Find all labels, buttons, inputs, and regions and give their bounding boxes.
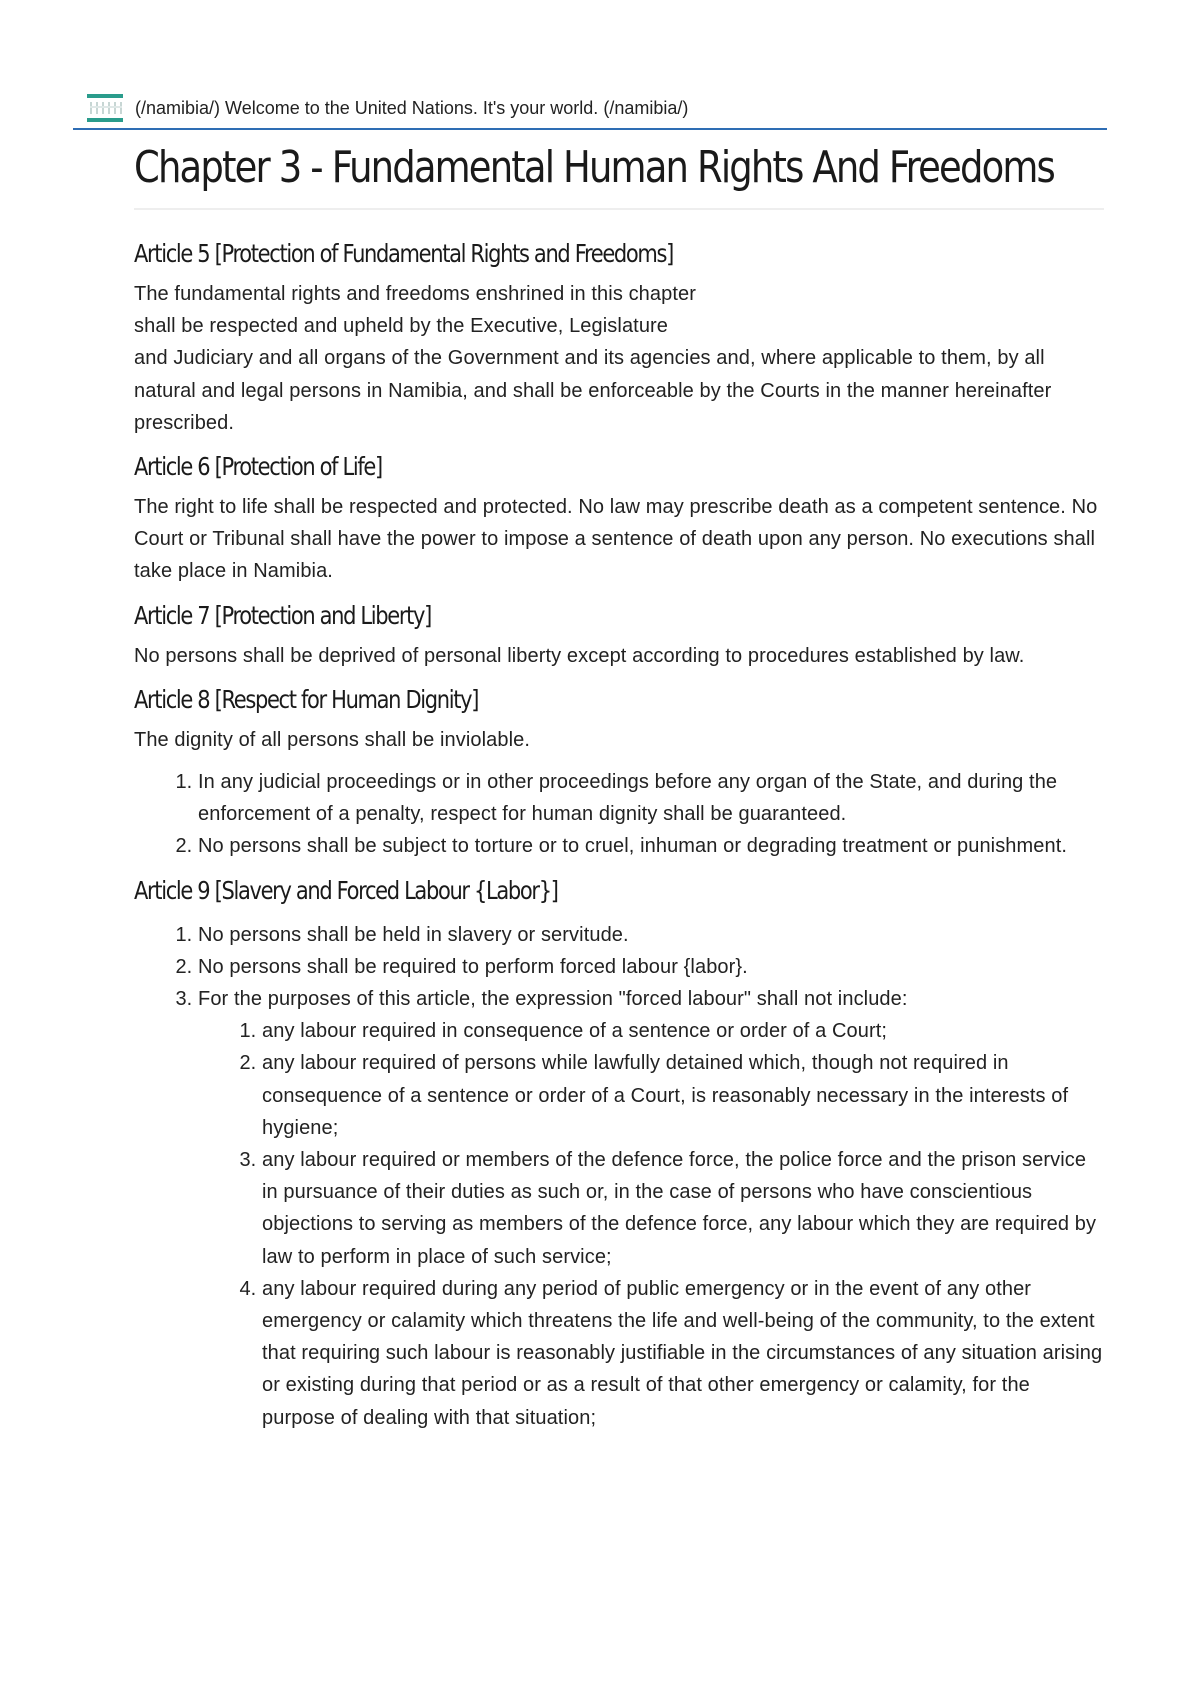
list-item-text: For the purposes of this article, the expression "forced labour" shall not include: <box>198 988 908 1011</box>
article-7 <box>134 598 1104 672</box>
nested-list-item: 3. any labour required or members of the defence force, the police force and the prison service in pursuance of their duties as such or, in the case of persons who have conscientious objections to serving as members of the defence force, any labour which they are required by law to perform in place of such service; <box>262 1144 1104 1273</box>
header-tagline-row <box>135 98 688 119</box>
main-content <box>134 138 1104 1444</box>
article-body: No persons shall be deprived of personal liberty except according to procedures established by law. <box>134 644 1025 667</box>
article-list <box>134 919 1104 1434</box>
article-heading: Article 8 [Respect for Human Dignity] <box>134 684 479 714</box>
title-divider <box>134 208 1104 210</box>
list-item <box>198 983 1104 1434</box>
site-header <box>73 90 1107 130</box>
article-8 <box>134 682 1104 863</box>
header-tagline: Welcome to the United Nations. It's your world. <box>225 98 599 118</box>
article-line: and Judiciary and all organs of the Government and its agencies and, where applicable to them, by all natural and legal persons in Namibia, and shall be enforceable by the Courts in the manner hereinafter prescribed. <box>134 347 1052 434</box>
nested-list-item: 2. any labour required of persons while lawfully detained which, though not required in consequence of a sentence or order of a Court, is reasonably necessary in the interests of hygiene; <box>262 1047 1104 1144</box>
nested-list-item: 4. any labour required during any period of public emergency or in the event of any other emergency or calamity which threatens the life and well-being of the community, to the extent that requiring such labour is reasonably justifiable in the circumstances of any situation arising or existing during that period or as a result of that other emergency or calamity, for the purpose of dealing with that situation; <box>262 1273 1104 1434</box>
nested-list <box>198 1015 1104 1434</box>
article-heading: Article 9 [Slavery and Forced Labour {Labor}] <box>134 875 558 905</box>
namibia-link-before[interactable]: (/namibia/) <box>135 98 221 118</box>
article-9 <box>134 873 1104 1434</box>
article-body: The dignity of all persons shall be inviolable. <box>134 728 531 751</box>
article-list <box>134 766 1104 863</box>
namibia-link-after[interactable]: (/namibia/) <box>603 98 689 118</box>
article-6 <box>134 449 1104 588</box>
article-line: The fundamental rights and freedoms enshrined in this chapter <box>134 283 696 305</box>
article-heading: Article 7 [Protection and Liberty] <box>134 600 431 630</box>
article-body <box>134 278 1104 439</box>
article-line: shall be respected and upheld by the Executive, Legislature <box>134 315 669 338</box>
list-item: 2. No persons shall be required to perform forced labour {labor}. <box>198 951 1104 983</box>
article-heading: Article 5 [Protection of Fundamental Rights and Freedoms] <box>134 239 673 268</box>
article-5 <box>134 236 1104 439</box>
un-logo-icon <box>87 94 123 122</box>
article-heading: Article 6 [Protection of Life] <box>134 452 382 482</box>
list-item: 2. No persons shall be subject to torture or to cruel, inhuman or degrading treatment or punishment. <box>198 830 1104 862</box>
page-title: Chapter 3 - Fundamental Human Rights And Freedoms <box>134 142 1054 193</box>
list-item: 1. In any judicial proceedings or in other proceedings before any organ of the State, and during the enforcement of a penalty, respect for human dignity shall be guaranteed. <box>198 766 1104 830</box>
article-body: The right to life shall be respected and protected. No law may prescribe death as a competent sentence. No Court or Tribunal shall have the power to impose a sentence of death upon any person. No executions shall take place in Namibia. <box>134 496 1098 583</box>
list-item: 1. No persons shall be held in slavery or servitude. <box>198 919 1104 951</box>
nested-list-item: 1. any labour required in consequence of a sentence or order of a Court; <box>262 1015 1104 1047</box>
